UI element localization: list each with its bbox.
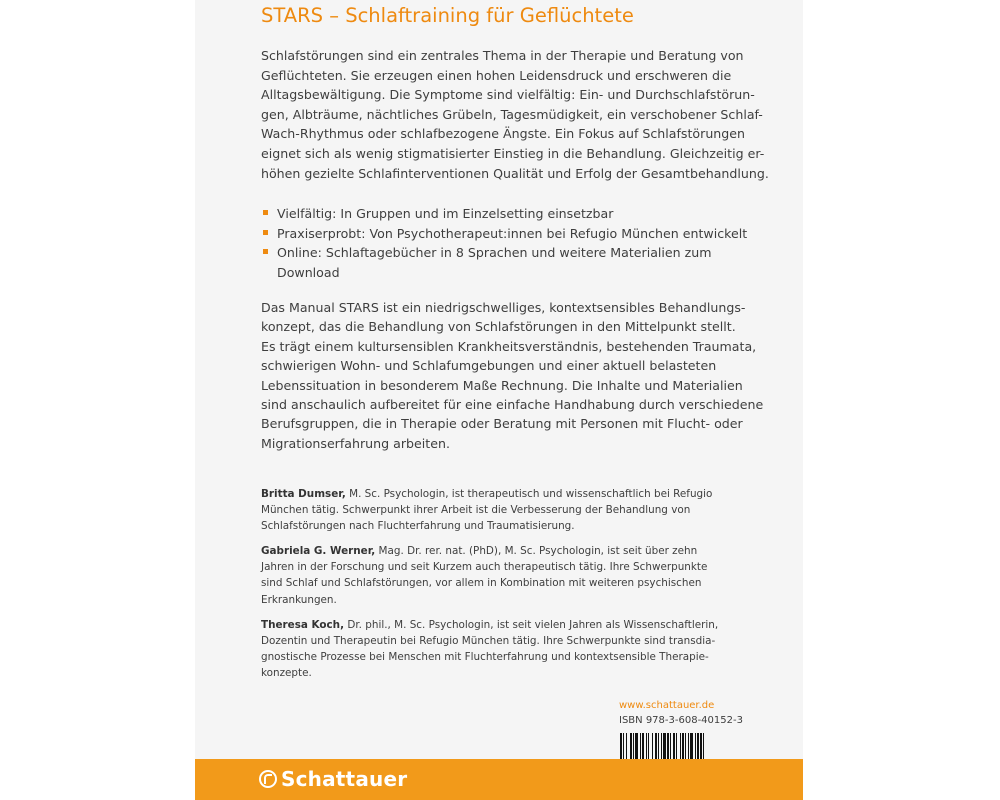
feature-item-online <box>261 243 781 282</box>
intro-paragraph <box>261 46 781 183</box>
feature-text: Vielfältig: In Gruppen und im Einzelsetting einsetzbar <box>277 206 614 221</box>
manual-line: Es trägt einem kultursensiblen Krankheitsverständnis, bestehenden Traumata, <box>261 338 757 354</box>
back-cover <box>195 0 803 800</box>
isbn-number: ISBN 978-3-608-40152-3 <box>619 715 743 726</box>
orange-square-bullet-icon <box>263 230 268 235</box>
author-bio-line: Schlafstörungen nach Fluchterfahrung und Traumatisierung. <box>261 520 575 533</box>
feature-list <box>261 204 781 282</box>
intro-line: höhen gezielte Schlafinterventionen Qualität und Erfolg der Gesamtbehandlung. <box>261 165 769 181</box>
intro-line: Alltagsbewältigung. Die Symptome sind vielfältig: Ein- und Durchschlafstörun- <box>261 87 755 103</box>
manual-line: Das Manual STARS ist ein niedrigschwelliges, kontextsensibles Behandlungs- <box>261 300 746 315</box>
manual-line: konzept, das die Behandlung von Schlafstörungen in den Mittelpunkt stellt. <box>261 319 736 335</box>
schattauer-logo-icon <box>259 770 277 788</box>
author-bio-line: sind Schlaf und Schlafstörungen, vor allem in Kombination mit weiteren psychischen <box>261 577 702 590</box>
manual-line: Lebenssituation in besonderem Maße Rechnung. Die Inhalte und Materialien <box>261 377 743 393</box>
author-bio-line: Jahren in der Forschung und seit Kurzem auch therapeutisch tätig. Ihre Schwerpunkte <box>261 561 708 574</box>
feature-text: Download <box>277 264 340 280</box>
intro-line: Wach-Rhythmus oder schlafbezogene Ängste. Ein Fokus auf Schlafstörungen <box>261 126 746 142</box>
intro-line: Geflüchteten. Sie erzeugen einen hohen Leidensdruck und erschweren die <box>261 67 732 83</box>
author-bio-line: Dozentin und Therapeutin bei Refugio München tätig. Ihre Schwerpunkte sind transdia- <box>261 634 716 647</box>
intro-line: Schlafstörungen sind ein zentrales Thema in der Therapie und Beratung von <box>261 48 744 63</box>
author-bio-first-line <box>261 543 781 559</box>
orange-square-bullet-icon <box>263 249 268 254</box>
author-name: Britta Dumser, <box>261 488 346 500</box>
author-bio-koch <box>261 617 781 681</box>
intro-line: eignet sich als wenig stigmatisierter Einstieg in die Behandlung. Gleichzeitig er- <box>261 145 765 161</box>
feature-item-praxiserprobt <box>261 224 781 244</box>
author-name: Gabriela G. Werner, <box>261 545 376 558</box>
book-title: STARS – Schlaftraining für Geflüchtete <box>261 4 634 27</box>
manual-line: Migrationserfahrung arbeiten. <box>261 435 450 451</box>
author-bio-line: konzepte. <box>261 666 312 679</box>
author-bio-line: Erkrankungen. <box>261 593 337 606</box>
feature-text: Online: Schlaftagebücher in 8 Sprachen und weitere Materialien zum <box>277 245 712 260</box>
publisher-url: www.schattauer.de <box>619 700 715 711</box>
intro-line: gen, Albträume, nächtliches Grübeln, Tagesmüdigkeit, ein verschobener Schlaf- <box>261 106 763 122</box>
author-bios <box>261 486 781 690</box>
manual-line: Berufsgruppen, die in Therapie oder Beratung mit Personen mit Flucht- oder <box>261 416 743 432</box>
author-bio-text: M. Sc. Psychologin, ist therapeutisch und wissenschaftlich bei Refugio <box>345 488 713 500</box>
author-bio-line: München tätig. Schwerpunkt ihrer Arbeit ist die Verbesserung der Behandlung von <box>261 504 691 517</box>
feature-item-vielfaeltig <box>261 204 781 224</box>
author-name: Theresa Koch, <box>261 618 345 631</box>
manual-line: schwierigen Wohn- und Schlafumgebungen und einer aktuell belasteten <box>261 358 717 374</box>
publisher-logo <box>259 766 407 792</box>
manual-line: sind anschaulich aufbereitet für eine einfache Handhabung durch verschiedene <box>261 397 764 413</box>
publisher-name: Schattauer <box>281 767 408 791</box>
publisher-footer <box>195 759 803 800</box>
manual-description <box>261 298 781 453</box>
author-bio-line: gnostische Prozesse bei Menschen mit Fluchterfahrung und kontextsensible Therapie- <box>261 650 709 663</box>
feature-text: Praxiserprobt: Von Psychotherapeut:innen bei Refugio München entwickelt <box>277 225 748 241</box>
orange-square-bullet-icon <box>263 210 268 215</box>
author-bio-text: Mag. Dr. rer. nat. (PhD), M. Sc. Psychologin, ist seit über zehn <box>375 545 698 558</box>
author-bio-werner <box>261 543 781 607</box>
author-bio-first-line <box>261 617 781 633</box>
author-bio-first-line <box>261 486 781 502</box>
author-bio-text: Dr. phil., M. Sc. Psychologin, ist seit vielen Jahren als Wissenschaftlerin, <box>344 618 719 631</box>
author-bio-dumser <box>261 486 781 534</box>
